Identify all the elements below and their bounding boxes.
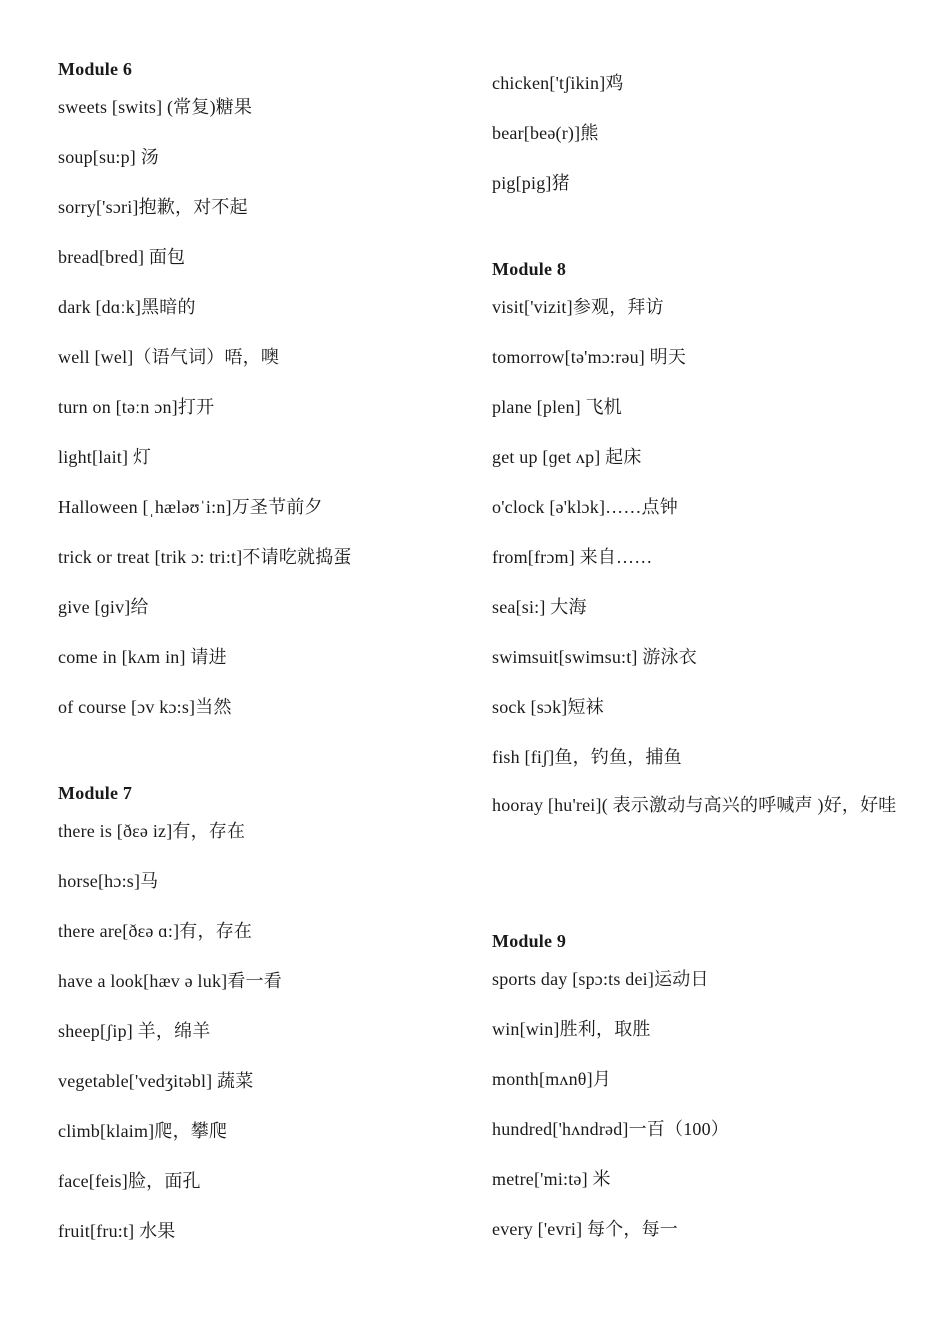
vocab-entry: month[mʌnθ]月 xyxy=(492,1069,612,1089)
vocab-entry: come in [kʌm in] 请进 xyxy=(58,647,227,667)
vocab-entry: there are[ðεə ɑ:]有，存在 xyxy=(58,921,253,941)
vocab-entry: well [wel]（语气词）唔，噢 xyxy=(58,347,280,367)
vocab-entry: bread[bred] 面包 xyxy=(58,247,186,267)
module-7-heading: Module 7 xyxy=(58,783,133,803)
vocab-entry: tomorrow[tə'mɔ:rəu] 明天 xyxy=(492,347,687,367)
vocab-entry: pig[pig]猪 xyxy=(492,173,570,193)
vocab-entry: light[lait] 灯 xyxy=(58,447,152,467)
vocab-entry: of course [ɔv kɔ:s]当然 xyxy=(58,697,232,717)
vocab-entry: hundred['hʌndrəd]一百（100） xyxy=(492,1119,729,1139)
vocab-entry: swimsuit[swimsu:t] 游泳衣 xyxy=(492,647,697,667)
vocab-entry: turn on [təːn ɔn]打开 xyxy=(58,397,215,417)
vocab-entry: visit['vizit]参观，拜访 xyxy=(492,297,664,317)
vocab-entry: Halloween [ˌhælәʊˈi:n]万圣节前夕 xyxy=(58,497,323,517)
vocab-entry: trick or treat [trik ɔ: tri:t]不请吃就捣蛋 xyxy=(58,547,352,567)
vocab-entry: soup[su:p] 汤 xyxy=(58,147,159,167)
vocab-entry: bear[beə(r)]熊 xyxy=(492,123,599,143)
vocab-entry: chicken['tʃikin]鸡 xyxy=(492,73,624,93)
vocab-entry: sweets [swits] (常复)糖果 xyxy=(58,97,253,117)
vocab-entry: face[feis]脸，面孔 xyxy=(58,1171,201,1191)
vocab-entry: every ['evri] 每个，每一 xyxy=(492,1219,678,1239)
vocab-entry: there is [ðεə iz]有，存在 xyxy=(58,821,246,841)
vocab-entry: sorry['sɔri]抱歉，对不起 xyxy=(58,197,248,217)
vocab-entry: win[win]胜利，取胜 xyxy=(492,1019,651,1039)
vocab-entry: o'clock [ə'klɔk]……点钟 xyxy=(492,497,678,517)
vocab-entry: sea[si:] 大海 xyxy=(492,597,587,617)
vocab-entry: dark [dɑːk]黑暗的 xyxy=(58,297,196,317)
module-9-heading: Module 9 xyxy=(492,931,567,951)
vocab-entry: metre['mi:tə] 米 xyxy=(492,1169,611,1189)
vocab-entry: climb[klaim]爬，攀爬 xyxy=(58,1121,228,1141)
vocab-entry: from[frɔm] 来自…… xyxy=(492,547,653,567)
vocab-entry: plane [plen] 飞机 xyxy=(492,397,622,417)
module-8-heading: Module 8 xyxy=(492,259,567,279)
vocab-entry: hooray [hu'rei]( 表示激动与高兴的呼喊声 )好，好哇 xyxy=(492,795,897,815)
vocab-entry: vegetable['vedʒitəbl] 蔬菜 xyxy=(58,1071,254,1091)
vocab-entry: sports day [spɔ:ts dei]运动日 xyxy=(492,969,709,989)
vocab-entry: horse[hɔ:s]马 xyxy=(58,871,159,891)
vocab-entry: fruit[fru:t] 水果 xyxy=(58,1221,176,1241)
vocab-entry: have a look[hæv ə luk]看一看 xyxy=(58,971,282,991)
vocab-entry: get up [ɡet ʌp] 起床 xyxy=(492,447,642,467)
module-6-heading: Module 6 xyxy=(58,59,133,79)
vocab-entry: sock [sɔk]短袜 xyxy=(492,697,604,717)
vocab-entry: fish [fiʃ]鱼，钓鱼，捕鱼 xyxy=(492,747,682,767)
vocab-entry: sheep[ʃip] 羊，绵羊 xyxy=(58,1021,211,1041)
vocab-entry: give [ɡiv]给 xyxy=(58,597,149,617)
